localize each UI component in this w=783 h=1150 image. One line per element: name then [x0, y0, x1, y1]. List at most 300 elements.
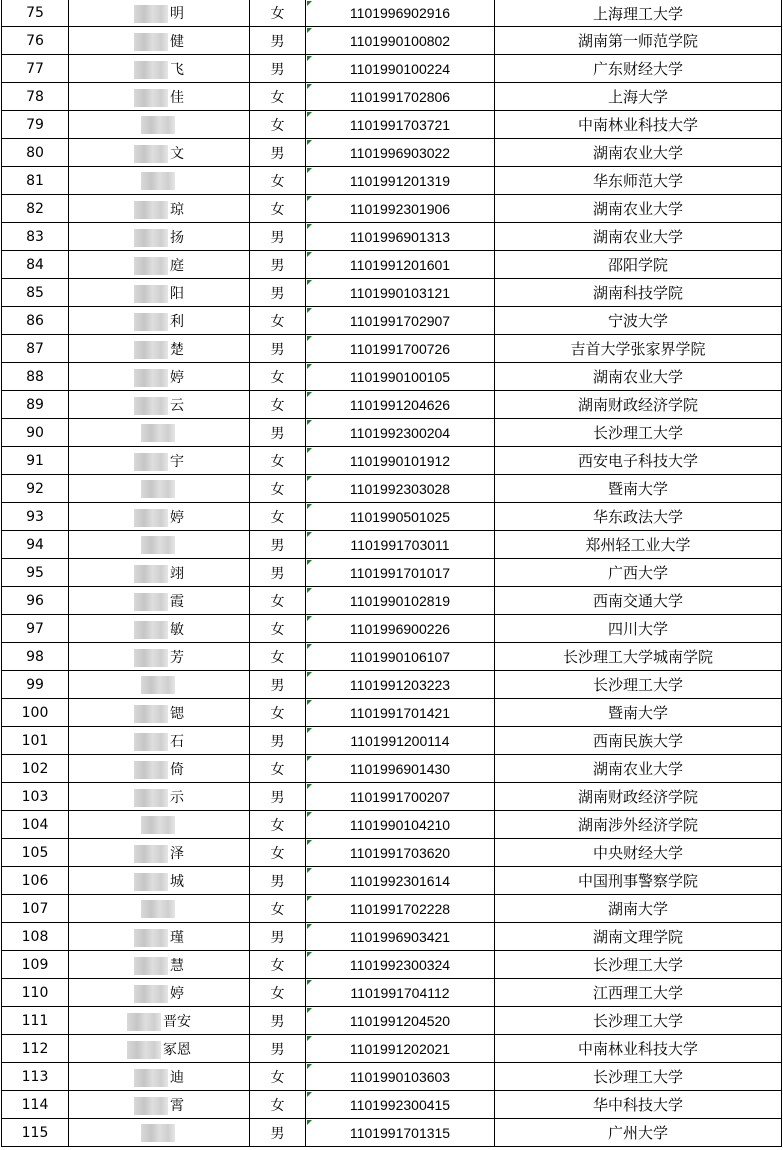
school-cell-text: 郑州轻工业大学 [585, 536, 691, 554]
gender-cell [250, 279, 306, 307]
school-cell [495, 475, 782, 503]
exam-id-cell [306, 979, 495, 1007]
exam-id-cell [306, 83, 495, 111]
school-cell-text: 西南交通大学 [592, 592, 683, 610]
cell-flag-icon [307, 616, 312, 621]
gender-cell [250, 811, 306, 839]
gender-cell-text: 女 [270, 201, 285, 218]
school-cell-text: 湖南涉外经济学院 [577, 816, 698, 834]
gender-cell-text: 男 [270, 145, 285, 162]
cell-flag-icon [307, 1120, 312, 1125]
row-number-cell-text: 89 [26, 396, 44, 413]
table-row [2, 811, 782, 839]
redacted-mosaic [134, 593, 168, 611]
row-number-cell-text: 94 [26, 536, 44, 553]
cell-flag-icon [307, 952, 312, 957]
redacted-mosaic [134, 733, 168, 751]
exam-id-cell-text: 1101991702228 [349, 900, 451, 917]
row-number-cell-text: 85 [26, 284, 44, 301]
exam-id-cell [306, 447, 495, 475]
exam-id-cell [306, 55, 495, 83]
row-number-cell-text: 101 [21, 732, 49, 749]
school-cell-text: 四川大学 [607, 620, 668, 638]
name-cell [69, 167, 250, 195]
name-cell-text: 锶 [170, 705, 184, 722]
row-number-cell-text: 76 [26, 32, 44, 49]
redacted-mosaic [134, 873, 168, 891]
exam-id-cell-text: 1101991200114 [350, 732, 450, 749]
table-row [2, 447, 782, 475]
table-row [2, 783, 782, 811]
school-cell-text: 中国刑事警察学院 [577, 872, 698, 890]
school-cell [495, 0, 782, 27]
exam-id-cell [306, 363, 495, 391]
exam-id-cell-text: 1101996903421 [349, 928, 451, 945]
gender-cell [250, 167, 306, 195]
name-cell [69, 727, 250, 755]
exam-id-cell-text: 1101990102819 [349, 592, 451, 609]
name-cell [69, 139, 250, 167]
name-cell [69, 1119, 250, 1147]
school-cell [495, 363, 782, 391]
school-cell [495, 111, 782, 139]
row-number-cell-text: 113 [21, 1068, 49, 1085]
school-cell-text: 上海理工大学 [592, 4, 683, 23]
gender-cell-text: 女 [270, 453, 285, 470]
row-number-cell [2, 671, 69, 699]
exam-id-cell-text: 1101991204520 [349, 1012, 451, 1029]
exam-id-cell [306, 671, 495, 699]
name-cell [69, 503, 250, 531]
exam-id-cell-text: 1101996902916 [349, 5, 451, 21]
gender-cell [250, 223, 306, 251]
school-cell [495, 1035, 782, 1063]
school-cell-text: 长沙理工大学 [592, 956, 683, 974]
table-row [2, 419, 782, 447]
gender-cell-text: 男 [270, 61, 285, 78]
name-cell-text: 示 [170, 789, 184, 806]
exam-id-cell [306, 867, 495, 895]
exam-id-cell-text: 1101991704112 [350, 984, 450, 1001]
row-number-cell-text: 93 [26, 508, 44, 525]
school-cell [495, 167, 782, 195]
school-cell [495, 643, 782, 671]
row-number-cell [2, 1007, 69, 1035]
gender-cell [250, 1091, 306, 1119]
row-number-cell-text: 112 [21, 1040, 49, 1057]
gender-cell-text: 女 [270, 1069, 285, 1086]
gender-cell [250, 895, 306, 923]
row-number-cell-text: 103 [21, 788, 49, 805]
redacted-mosaic [141, 480, 175, 498]
exam-id-cell [306, 783, 495, 811]
row-number-cell [2, 167, 69, 195]
row-number-cell-text: 77 [26, 60, 44, 77]
name-cell [69, 1091, 250, 1119]
row-number-cell [2, 391, 69, 419]
gender-cell [250, 671, 306, 699]
cell-flag-icon [307, 728, 312, 733]
school-cell [495, 279, 782, 307]
name-cell-text: 婷 [170, 509, 184, 526]
exam-id-cell-text: 1101996901313 [349, 228, 451, 245]
name-cell-text: 冢恩 [163, 1041, 191, 1058]
gender-cell [250, 699, 306, 727]
redacted-mosaic [134, 985, 168, 1003]
gender-cell-text: 男 [270, 677, 285, 694]
gender-cell [250, 923, 306, 951]
school-cell [495, 979, 782, 1007]
table-row [2, 251, 782, 279]
school-cell [495, 307, 782, 335]
row-number-cell [2, 1035, 69, 1063]
school-cell [495, 391, 782, 419]
school-cell [495, 559, 782, 587]
redacted-mosaic [134, 369, 168, 387]
row-number-cell [2, 335, 69, 363]
exam-id-cell-text: 1101996903022 [349, 144, 451, 161]
name-cell [69, 251, 250, 279]
exam-id-cell-text: 1101991700207 [349, 788, 451, 805]
gender-cell-text: 女 [270, 397, 285, 414]
redacted-mosaic [141, 424, 175, 442]
table-row [2, 1007, 782, 1035]
exam-id-cell-text: 1101990100802 [349, 32, 451, 49]
redacted-mosaic [134, 705, 168, 723]
row-number-cell [2, 979, 69, 1007]
school-cell [495, 1063, 782, 1091]
name-cell-text: 云 [170, 397, 184, 414]
gender-cell [250, 419, 306, 447]
name-cell [69, 783, 250, 811]
exam-id-cell [306, 419, 495, 447]
gender-cell-text: 男 [270, 929, 285, 946]
row-number-cell [2, 223, 69, 251]
table-row [2, 531, 782, 559]
redacted-mosaic [127, 1013, 161, 1031]
name-cell [69, 0, 250, 27]
gender-cell-text: 女 [270, 817, 285, 834]
name-cell-text: 倚 [170, 761, 184, 778]
name-cell [69, 111, 250, 139]
school-cell-text: 广东财经大学 [592, 60, 683, 78]
row-number-cell [2, 811, 69, 839]
name-cell [69, 1063, 250, 1091]
cell-flag-icon [307, 1092, 312, 1097]
exam-id-cell-text: 1101991701421 [349, 704, 451, 721]
redacted-mosaic [134, 257, 168, 275]
exam-id-cell [306, 1091, 495, 1119]
row-number-cell [2, 531, 69, 559]
gender-cell-text: 女 [270, 117, 285, 134]
exam-id-cell-text: 1101990100105 [349, 368, 451, 385]
cell-flag-icon [307, 448, 312, 453]
row-number-cell-text: 79 [26, 116, 44, 133]
redacted-mosaic [134, 285, 168, 303]
school-cell-text: 宁波大学 [607, 312, 668, 330]
cell-flag-icon [307, 308, 312, 313]
gender-cell [250, 951, 306, 979]
redacted-mosaic [134, 5, 168, 23]
name-cell [69, 55, 250, 83]
cell-flag-icon [307, 1064, 312, 1069]
school-cell [495, 531, 782, 559]
school-cell-text: 江西理工大学 [592, 984, 683, 1002]
name-cell-text: 敏 [170, 621, 184, 638]
table-row [2, 167, 782, 195]
school-cell [495, 447, 782, 475]
school-cell-text: 长沙理工大学城南学院 [562, 648, 713, 666]
exam-id-cell [306, 27, 495, 55]
redacted-mosaic [134, 845, 168, 863]
name-cell-text: 阳 [170, 285, 184, 302]
row-number-cell [2, 83, 69, 111]
table-row [2, 363, 782, 391]
row-number-cell-text: 104 [21, 816, 49, 833]
exam-id-cell [306, 503, 495, 531]
cell-flag-icon [307, 644, 312, 649]
row-number-cell-text: 102 [21, 760, 49, 777]
row-number-cell [2, 195, 69, 223]
cell-flag-icon [307, 336, 312, 341]
name-cell-text: 霞 [170, 593, 184, 610]
table-row [2, 111, 782, 139]
name-cell-text: 文 [170, 145, 184, 162]
name-cell [69, 951, 250, 979]
row-number-cell [2, 251, 69, 279]
redacted-mosaic [134, 453, 168, 471]
row-number-cell-text: 107 [21, 900, 49, 917]
table-row [2, 979, 782, 1007]
name-cell-text: 琼 [170, 201, 184, 218]
gender-cell [250, 587, 306, 615]
redacted-mosaic [134, 313, 168, 331]
name-cell [69, 531, 250, 559]
redacted-mosaic [134, 341, 168, 359]
name-cell [69, 83, 250, 111]
gender-cell-text: 女 [270, 1097, 285, 1114]
row-number-cell-text: 115 [21, 1124, 49, 1141]
redacted-mosaic [134, 229, 168, 247]
gender-cell [250, 1063, 306, 1091]
exam-id-cell-text: 1101990100224 [349, 60, 451, 77]
redacted-mosaic [134, 1069, 168, 1087]
row-number-cell-text: 81 [26, 172, 44, 189]
name-cell-text: 婷 [170, 369, 184, 386]
cell-flag-icon [307, 812, 312, 817]
gender-cell [250, 643, 306, 671]
exam-id-cell-text: 1101990101912 [349, 452, 451, 469]
row-number-cell-text: 99 [26, 676, 44, 693]
exam-id-cell [306, 643, 495, 671]
table-row [2, 895, 782, 923]
name-cell [69, 223, 250, 251]
table-row [2, 951, 782, 979]
school-cell [495, 867, 782, 895]
cell-flag-icon [307, 224, 312, 229]
gender-cell-text: 女 [270, 957, 285, 974]
gender-cell [250, 783, 306, 811]
table-row [2, 643, 782, 671]
redacted-mosaic [141, 1124, 175, 1142]
name-cell [69, 671, 250, 699]
school-cell-text: 长沙理工大学 [592, 1068, 683, 1086]
gender-cell [250, 531, 306, 559]
name-cell-text: 明 [170, 6, 184, 22]
gender-cell-text: 男 [270, 1013, 285, 1030]
school-cell-text: 湖南农业大学 [592, 368, 683, 386]
table-row [2, 1035, 782, 1063]
name-cell [69, 895, 250, 923]
row-number-cell [2, 139, 69, 167]
row-number-cell [2, 1091, 69, 1119]
redacted-mosaic [134, 789, 168, 807]
name-cell-text: 迪 [170, 1069, 184, 1086]
school-cell-text: 广西大学 [607, 564, 668, 582]
exam-id-cell-text: 1101992301614 [349, 872, 451, 889]
admission-table [1, 0, 782, 1147]
exam-id-cell [306, 699, 495, 727]
table-row [2, 727, 782, 755]
row-number-cell-text: 108 [21, 928, 49, 945]
school-cell [495, 335, 782, 363]
redacted-mosaic [134, 957, 168, 975]
name-cell [69, 391, 250, 419]
gender-cell [250, 195, 306, 223]
row-number-cell [2, 643, 69, 671]
gender-cell [250, 251, 306, 279]
exam-id-cell-text: 1101991204626 [349, 396, 451, 413]
school-cell-text: 湖南科技学院 [592, 284, 683, 302]
row-number-cell [2, 587, 69, 615]
exam-id-cell [306, 279, 495, 307]
exam-id-cell-text: 1101991202021 [349, 1040, 451, 1057]
gender-cell-text: 男 [270, 733, 285, 750]
name-cell [69, 811, 250, 839]
row-number-cell-text: 105 [21, 844, 49, 861]
redacted-mosaic [134, 929, 168, 947]
exam-id-cell [306, 839, 495, 867]
exam-id-cell [306, 559, 495, 587]
cell-flag-icon [307, 364, 312, 369]
name-cell [69, 559, 250, 587]
name-cell-text: 芳 [170, 649, 184, 666]
exam-id-cell [306, 111, 495, 139]
cell-flag-icon [307, 672, 312, 677]
row-number-cell [2, 839, 69, 867]
name-cell-text: 宇 [170, 453, 184, 470]
row-number-cell-text: 106 [21, 872, 49, 889]
school-cell [495, 503, 782, 531]
name-cell-text: 石 [170, 733, 184, 750]
exam-id-cell [306, 615, 495, 643]
cell-flag-icon [307, 476, 312, 481]
row-number-cell [2, 55, 69, 83]
gender-cell-text: 女 [270, 6, 285, 22]
school-cell [495, 951, 782, 979]
table-row [2, 223, 782, 251]
gender-cell-text: 女 [270, 901, 285, 918]
exam-id-cell [306, 335, 495, 363]
name-cell [69, 615, 250, 643]
school-cell [495, 727, 782, 755]
table-row [2, 923, 782, 951]
redacted-mosaic [134, 1097, 168, 1115]
redacted-mosaic [134, 509, 168, 527]
table-row [2, 1119, 782, 1147]
school-cell-text: 西安电子科技大学 [577, 452, 698, 470]
name-cell [69, 475, 250, 503]
cell-flag-icon [307, 1, 312, 6]
school-cell [495, 1119, 782, 1147]
name-cell-text: 慧 [170, 957, 184, 974]
cell-flag-icon [307, 420, 312, 425]
school-cell [495, 895, 782, 923]
gender-cell-text: 女 [270, 313, 285, 330]
redacted-mosaic [134, 89, 168, 107]
table-row [2, 391, 782, 419]
school-cell-text: 长沙理工大学 [592, 424, 683, 442]
cell-flag-icon [307, 924, 312, 929]
gender-cell-text: 男 [270, 229, 285, 246]
name-cell [69, 1007, 250, 1035]
row-number-cell [2, 559, 69, 587]
gender-cell [250, 979, 306, 1007]
exam-id-cell-text: 1101991703011 [350, 536, 450, 553]
table-row [2, 55, 782, 83]
table-row [2, 503, 782, 531]
gender-cell-text: 男 [270, 285, 285, 302]
name-cell-text: 晋安 [163, 1013, 191, 1030]
school-cell-text: 中南林业科技大学 [577, 116, 698, 134]
gender-cell [250, 755, 306, 783]
exam-id-cell-text: 1101991700726 [349, 340, 451, 357]
row-number-cell-text: 88 [26, 368, 44, 385]
name-cell [69, 335, 250, 363]
gender-cell-text: 男 [270, 1041, 285, 1058]
row-number-cell-text: 84 [26, 256, 44, 273]
gender-cell [250, 363, 306, 391]
gender-cell [250, 307, 306, 335]
exam-id-cell [306, 391, 495, 419]
cell-flag-icon [307, 1036, 312, 1041]
table-row [2, 559, 782, 587]
row-number-cell [2, 307, 69, 335]
cell-flag-icon [307, 560, 312, 565]
exam-id-cell-text: 1101991701315 [349, 1124, 451, 1141]
table-row [2, 839, 782, 867]
gender-cell [250, 335, 306, 363]
redacted-mosaic [134, 201, 168, 219]
row-number-cell [2, 895, 69, 923]
exam-id-cell [306, 167, 495, 195]
school-cell [495, 1007, 782, 1035]
name-cell-text: 利 [170, 313, 184, 330]
school-cell [495, 923, 782, 951]
gender-cell-text: 男 [270, 341, 285, 358]
school-cell [495, 139, 782, 167]
redacted-mosaic [134, 61, 168, 79]
redacted-mosaic [141, 816, 175, 834]
row-number-cell-text: 80 [26, 144, 44, 161]
redacted-mosaic [141, 536, 175, 554]
school-cell-text: 吉首大学张家界学院 [570, 340, 706, 358]
cell-flag-icon [307, 1008, 312, 1013]
gender-cell [250, 1007, 306, 1035]
cell-flag-icon [307, 504, 312, 509]
cell-flag-icon [307, 868, 312, 873]
table-row [2, 867, 782, 895]
